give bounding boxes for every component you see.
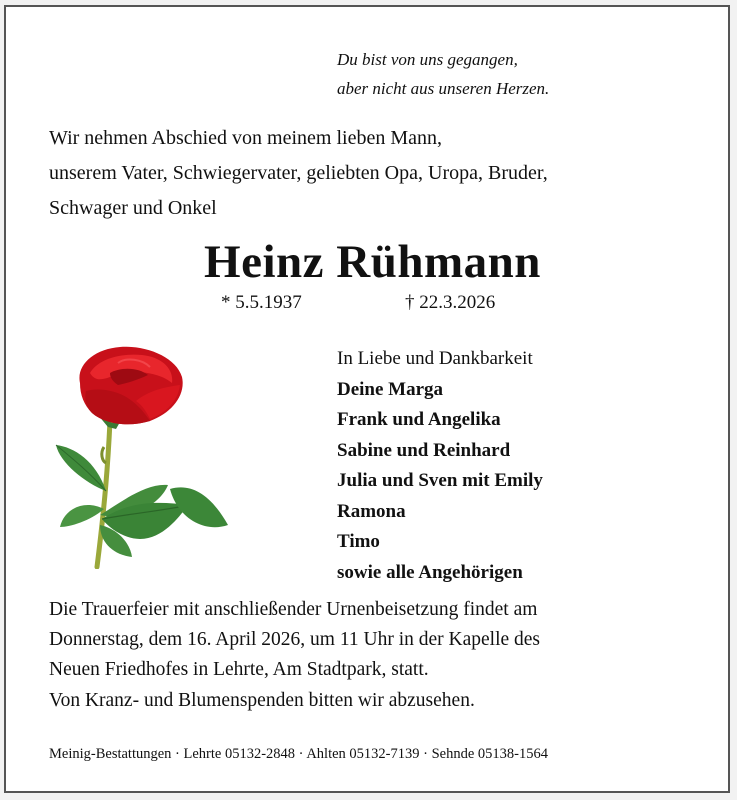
motto-line-2: aber nicht aus unseren Herzen. [337, 79, 550, 98]
birth-date: * 5.5.1937 [221, 292, 302, 313]
mourner-name: Timo [337, 531, 380, 552]
obituary-frame [4, 5, 730, 793]
death-date: † 22.3.2026 [405, 292, 496, 313]
intro-line-1: Wir nehmen Abschied von meinem lieben Mann, [49, 127, 442, 149]
funeral-home-footer: Meinig-Bestattungen · Lehrte 05132-2848 · Ahlten 05132-7139 · Sehnde 05138-1564 [49, 746, 548, 762]
mourner-name: Sabine und Reinhard [337, 439, 511, 461]
mourners-intro: In Liebe und Dankbarkeit [337, 348, 533, 369]
intro-line-2: unserem Vater, Schwiegervater, geliebten Opa, Uropa, Bruder, [49, 162, 548, 184]
ceremony-line-2: Donnerstag, dem 16. April 2026, um 11 Uhr in der Kapelle des [49, 629, 541, 650]
mourner-name: Frank und Angelika [337, 409, 501, 430]
ceremony-text [49, 595, 540, 685]
mourner-name: Ramona [337, 500, 406, 522]
intro-line-3: Schwager und Onkel [49, 197, 217, 219]
no-flowers-note: Von Kranz- und Blumenspenden bitten wir abzusehen. [49, 690, 475, 711]
ceremony-line-3: Neuen Friedhofes in Lehrte, Am Stadtpark, statt. [49, 659, 429, 680]
ceremony-line-1: Die Trauerfeier mit anschließender Urnenbeisetzung findet am [49, 599, 538, 620]
mourner-name: sowie alle Angehörigen [337, 561, 523, 583]
motto [337, 45, 549, 103]
red-rose-icon [50, 343, 230, 569]
motto-line-1: Du bist von uns gegangen, [337, 50, 518, 69]
intro-text [49, 121, 548, 226]
mourner-name: Julia und Sven mit Emily [337, 470, 543, 491]
mourners-block [337, 344, 543, 588]
mourner-name: Deine Marga [337, 378, 444, 400]
deceased-name: Heinz Rühmann [204, 236, 541, 288]
